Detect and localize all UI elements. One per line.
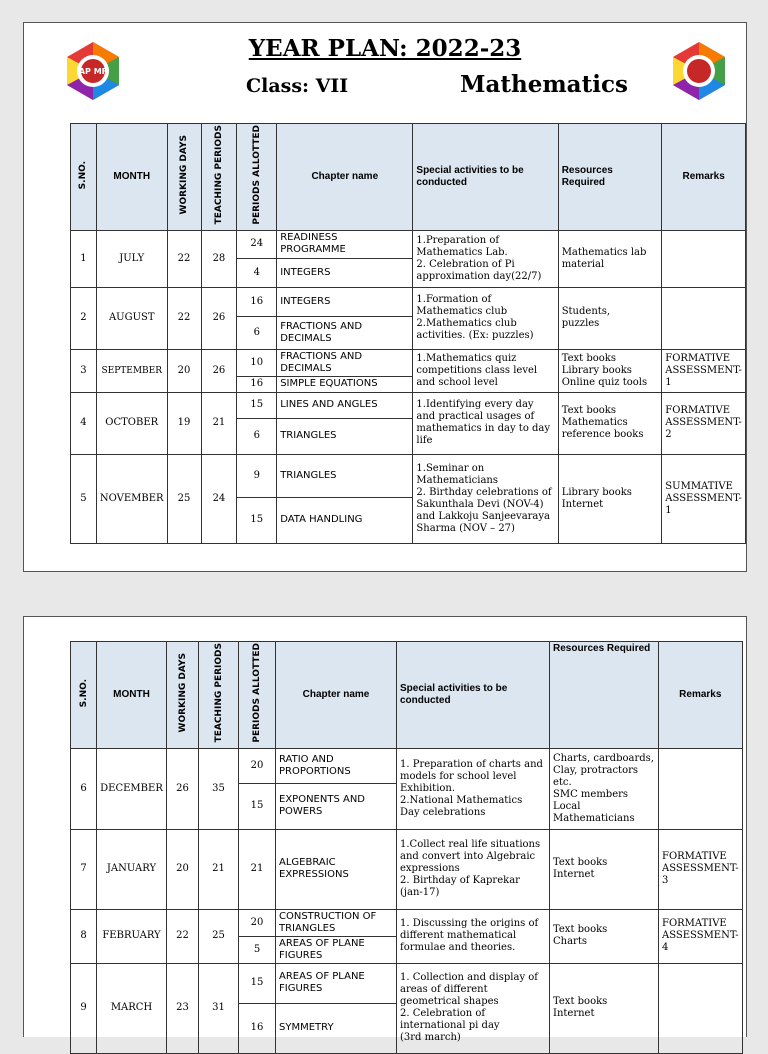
working-days-cell: 22	[167, 287, 201, 349]
periods-allotted-cell: 20	[239, 909, 276, 936]
apmf-logo-right	[668, 40, 730, 102]
table-row	[71, 287, 746, 316]
periods-allotted-cell: 6	[237, 316, 277, 349]
working-days-cell: 22	[167, 909, 199, 963]
chapter-name-cell: SYMMETRY	[276, 1003, 397, 1053]
periods-allotted-cell: 15	[239, 783, 276, 829]
header-row	[71, 642, 743, 749]
teaching-periods-cell: 26	[201, 349, 237, 392]
working-days-cell: 19	[167, 392, 201, 454]
activities-cell: 1.Preparation of Mathematics Lab. 2. Celebration of Pi approximation day(22/7)	[413, 230, 558, 287]
working-days-cell: 20	[167, 829, 199, 909]
periods-allotted-cell: 20	[239, 748, 276, 783]
col-sno: S.NO.	[71, 642, 97, 749]
col-remarks: Remarks	[659, 642, 743, 749]
sno-cell: 1	[71, 230, 97, 287]
periods-allotted-cell: 24	[237, 230, 277, 258]
col-activities: Special activities to be conducted	[413, 124, 558, 231]
chapter-name-cell: DATA HANDLING	[277, 497, 413, 543]
chapter-name-cell: RATIO AND PROPORTIONS	[276, 748, 397, 783]
periods-allotted-cell: 16	[237, 376, 277, 392]
activities-cell: 1.Identifying every day and practical usages of mathematics in day to day life	[413, 392, 558, 454]
header-row	[71, 124, 746, 231]
table-row	[71, 909, 743, 936]
class-label: Class: VII	[246, 75, 349, 97]
table-row	[71, 963, 743, 1003]
month-cell: NOVEMBER	[96, 454, 167, 543]
month-cell: JANUARY	[97, 829, 167, 909]
remarks-cell: FORMATIVE ASSESSMENT- 3	[659, 829, 743, 909]
remarks-cell: SUMMATIVE ASSESSMENT- 1	[662, 454, 746, 543]
chapter-name-cell: EXPONENTS AND POWERS	[276, 783, 397, 829]
table-row	[71, 392, 746, 418]
periods-allotted-cell: 5	[239, 936, 276, 963]
resources-cell: Text books Internet	[550, 963, 659, 1053]
periods-allotted-cell: 16	[239, 1003, 276, 1053]
teaching-periods-cell: 24	[201, 454, 237, 543]
teaching-periods-cell: 26	[201, 287, 237, 349]
page-two	[23, 616, 747, 1044]
sno-cell: 4	[71, 392, 97, 454]
year-plan-table-part1	[70, 123, 746, 544]
resources-cell: Text books Charts	[550, 909, 659, 963]
remarks-cell	[662, 230, 746, 287]
chapter-name-cell: FRACTIONS AND DECIMALS	[277, 349, 413, 376]
remarks-cell	[659, 963, 743, 1053]
col-working-days: WORKING DAYS	[167, 124, 201, 231]
sno-cell: 3	[71, 349, 97, 392]
table-row	[71, 349, 746, 376]
table-row	[71, 748, 743, 783]
working-days-cell: 20	[167, 349, 201, 392]
chapter-name-cell: TRIANGLES	[277, 454, 413, 497]
table-row	[71, 829, 743, 909]
activities-cell: 1.Collect real life situations and convert into Algebraic expressions 2. Birthday of Kaprekar (jan-17)	[397, 829, 550, 909]
activities-cell: 1.Seminar on Mathematicians 2. Birthday celebrations of Sakunthala Devi (NOV-4) and Lakkoju Sanjeevaraya Sharma (NOV – 27)	[413, 454, 558, 543]
col-resources: Resources Required	[558, 124, 662, 231]
periods-allotted-cell: 15	[237, 497, 277, 543]
col-working-days: WORKING DAYS	[167, 642, 199, 749]
periods-allotted-cell: 9	[237, 454, 277, 497]
table-body-part2	[71, 748, 743, 1053]
teaching-periods-cell: 21	[201, 392, 237, 454]
chapter-name-cell: INTEGERS	[277, 287, 413, 316]
table-body-part1	[71, 230, 746, 543]
periods-allotted-cell: 21	[239, 829, 276, 909]
chapter-name-cell: CONSTRUCTION OF TRIANGLES	[276, 909, 397, 936]
month-cell: OCTOBER	[96, 392, 167, 454]
working-days-cell: 26	[167, 748, 199, 829]
sno-cell: 9	[71, 963, 97, 1053]
resources-cell: Text books Internet	[550, 829, 659, 909]
resources-cell: Library books Internet	[558, 454, 662, 543]
remarks-cell: FORMATIVE ASSESSMENT- 1	[662, 349, 746, 392]
chapter-name-cell: SIMPLE EQUATIONS	[277, 376, 413, 392]
activities-cell: 1. Preparation of charts and models for school level Exhibition. 2.National Mathematics Day celebrations	[397, 748, 550, 829]
month-cell: FEBRUARY	[97, 909, 167, 963]
month-cell: MARCH	[97, 963, 167, 1053]
chapter-name-cell: TRIANGLES	[277, 418, 413, 454]
month-cell: SEPTEMBER	[96, 349, 167, 392]
periods-allotted-cell: 16	[237, 287, 277, 316]
month-cell: JULY	[96, 230, 167, 287]
working-days-cell: 25	[167, 454, 201, 543]
resources-cell: Students, puzzles	[558, 287, 662, 349]
activities-cell: 1.Mathematics quiz competitions class level and school level	[413, 349, 558, 392]
col-teaching-periods: TEACHING PERIODS	[199, 642, 239, 749]
periods-allotted-cell: 6	[237, 418, 277, 454]
activities-cell: 1. Discussing the origins of different mathematical formulae and theories.	[397, 909, 550, 963]
sno-cell: 8	[71, 909, 97, 963]
col-activities: Special activities to be conducted	[397, 642, 550, 749]
working-days-cell: 23	[167, 963, 199, 1053]
sno-cell: 2	[71, 287, 97, 349]
remarks-cell: FORMATIVE ASSESSMENT- 2	[662, 392, 746, 454]
activities-cell: 1. Collection and display of areas of different geometrical shapes 2. Celebration of international pi day (3rd march)	[397, 963, 550, 1053]
col-chapter: Chapter name	[277, 124, 413, 231]
periods-allotted-cell: 15	[239, 963, 276, 1003]
col-teaching-periods: TEACHING PERIODS	[201, 124, 237, 231]
chapter-name-cell: INTEGERS	[277, 258, 413, 287]
activities-cell: 1.Formation of Mathematics club 2.Mathematics club activities. (Ex: puzzles)	[413, 287, 558, 349]
remarks-cell	[662, 287, 746, 349]
chapter-name-cell: LINES AND ANGLES	[277, 392, 413, 418]
resources-cell: Mathematics lab material	[558, 230, 662, 287]
sno-cell: 7	[71, 829, 97, 909]
col-chapter: Chapter name	[276, 642, 397, 749]
resources-cell: Text books Library books Online quiz tools	[558, 349, 662, 392]
col-month: MONTH	[96, 124, 167, 231]
col-periods-allotted: PERIODS ALLOTTED	[239, 642, 276, 749]
resources-cell: Charts, cardboards, Clay, protractors etc. SMC members Local Mathematicians	[550, 748, 659, 829]
resources-cell: Text books Mathematics reference books	[558, 392, 662, 454]
remarks-cell	[659, 748, 743, 829]
logo-text: AP MF	[78, 67, 108, 76]
teaching-periods-cell: 35	[199, 748, 239, 829]
month-cell: DECEMBER	[97, 748, 167, 829]
col-resources: Resources Required	[550, 642, 659, 749]
chapter-name-cell: ALGEBRAIC EXPRESSIONS	[276, 829, 397, 909]
col-remarks: Remarks	[662, 124, 746, 231]
month-cell: AUGUST	[96, 287, 167, 349]
chapter-name-cell: AREAS OF PLANE FIGURES	[276, 963, 397, 1003]
table-row	[71, 454, 746, 497]
sno-cell: 5	[71, 454, 97, 543]
chapter-name-cell: AREAS OF PLANE FIGURES	[276, 936, 397, 963]
page-one	[23, 22, 747, 572]
table-row	[71, 230, 746, 258]
teaching-periods-cell: 25	[199, 909, 239, 963]
remarks-cell: FORMATIVE ASSESSMENT-4	[659, 909, 743, 963]
chapter-name-cell: READINESS PROGRAMME	[277, 230, 413, 258]
periods-allotted-cell: 4	[237, 258, 277, 287]
teaching-periods-cell: 28	[201, 230, 237, 287]
sno-cell: 6	[71, 748, 97, 829]
page-title: YEAR PLAN: 2022-23	[248, 35, 522, 62]
col-month: MONTH	[97, 642, 167, 749]
working-days-cell: 22	[167, 230, 201, 287]
periods-allotted-cell: 15	[237, 392, 277, 418]
col-periods-allotted: PERIODS ALLOTTED	[237, 124, 277, 231]
year-plan-table-part2	[70, 641, 743, 1054]
teaching-periods-cell: 21	[199, 829, 239, 909]
subject-label: Mathematics	[460, 71, 628, 98]
chapter-name-cell: FRACTIONS AND DECIMALS	[277, 316, 413, 349]
teaching-periods-cell: 31	[199, 963, 239, 1053]
periods-allotted-cell: 10	[237, 349, 277, 376]
col-sno: S.NO.	[71, 124, 97, 231]
